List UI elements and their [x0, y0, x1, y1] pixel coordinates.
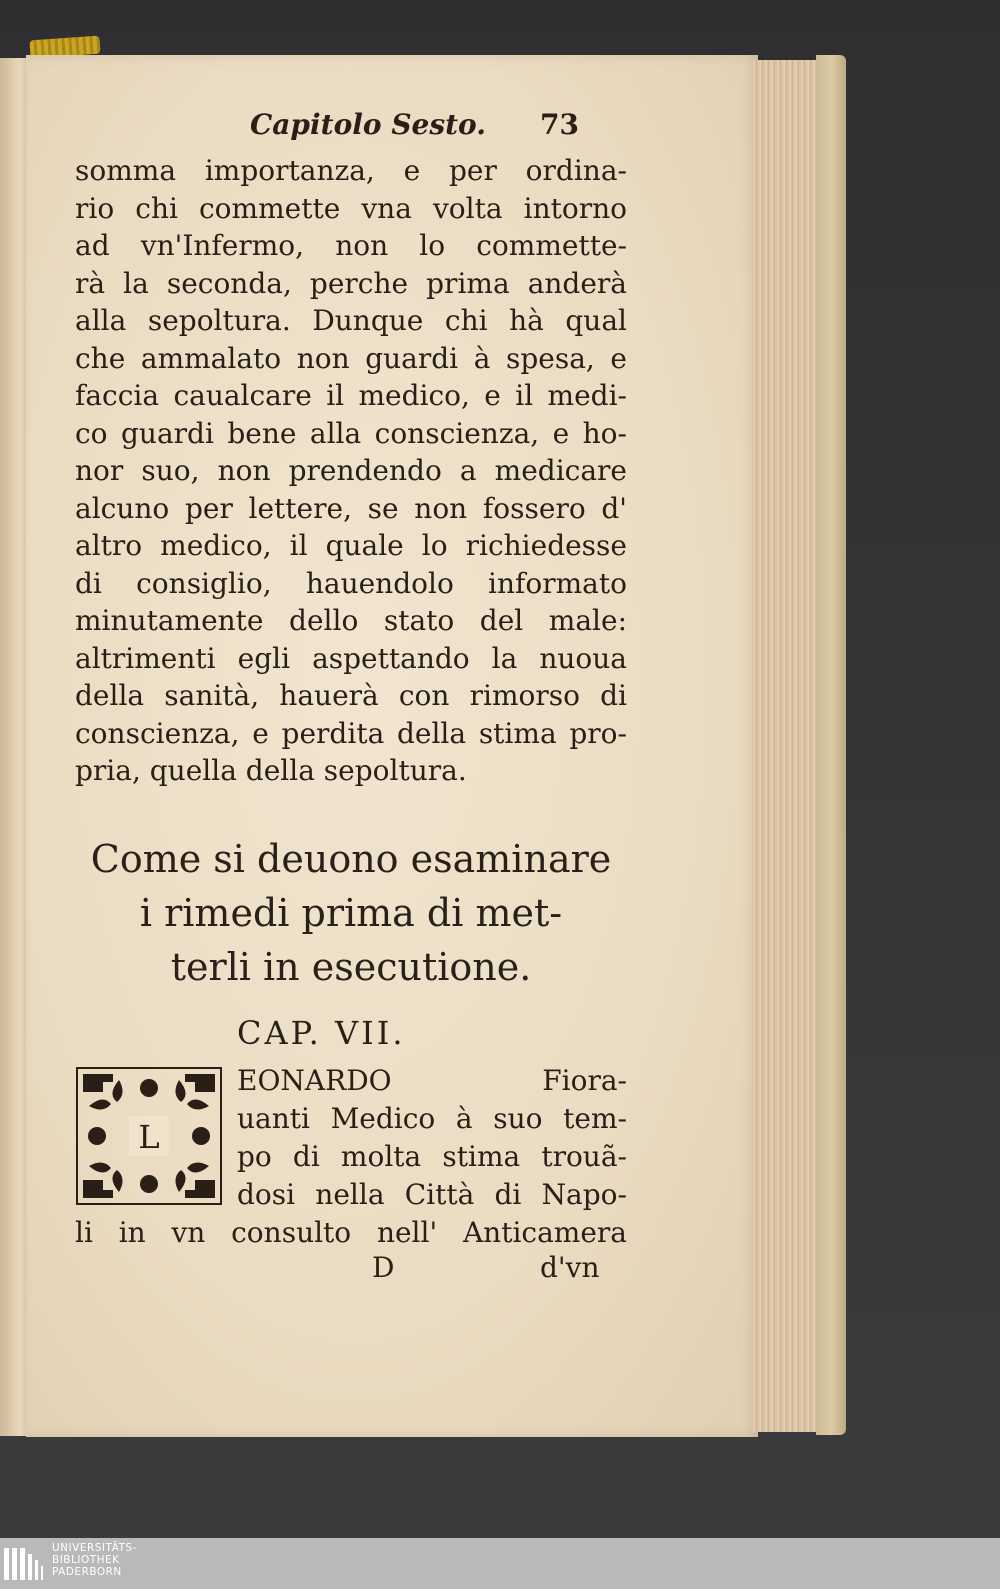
text-line: ad vn'Infermo, non lo commette-: [75, 229, 627, 262]
signature-mark: D: [372, 1251, 395, 1284]
library-footer-bar: [0, 1538, 1000, 1589]
text-line: li in vn consulto nell' Anticamera: [75, 1215, 627, 1249]
logo-line: UNIVERSITÄTS-: [52, 1542, 137, 1554]
decorated-initial: [75, 1066, 223, 1206]
text-line: pria, quella della sepoltura.: [75, 754, 467, 787]
text-line: co guardi bene alla conscienza, e ho-: [75, 416, 627, 450]
text-line: rio chi commette vna volta intorno: [75, 191, 627, 225]
text-line: altrimenti egli aspettando la nuoua: [75, 641, 627, 675]
drop-cap-lines: [237, 1062, 627, 1214]
chapter-opening: [75, 1062, 627, 1214]
body-paragraph: [75, 152, 627, 790]
text-line: altro medico, il quale lo richiedesse: [75, 529, 627, 562]
running-head: Capitolo Sesto.: [250, 108, 486, 141]
text-line: minutamente dello stato del male:: [75, 604, 627, 637]
chapter-label: CAP. VII.: [237, 1013, 406, 1052]
text-line: della sanità, hauerà con rimorso di: [75, 679, 627, 712]
text-line: EONARDO Fiora-: [237, 1063, 627, 1097]
library-logo-text: [52, 1542, 137, 1578]
logo-line: PADERBORN: [52, 1566, 122, 1578]
text-line: alcuno per lettere, se non fossero d': [75, 491, 627, 525]
text-line: faccia caualcare il medico, e il medi-: [75, 379, 627, 412]
heading-line: Come si deuono esaminare: [90, 836, 612, 881]
drop-initial-letter: L: [138, 1117, 160, 1156]
heading-line: i rimedi prima di met-: [139, 890, 563, 935]
left-page-edge: [0, 58, 29, 1436]
page-text: [75, 108, 627, 1291]
heading-line: terli in esecutione.: [170, 944, 532, 989]
text-line: che ammalato non guardi à spesa, e: [75, 341, 627, 375]
page-edges: [752, 60, 820, 1432]
page-footer-marks: [75, 1251, 627, 1291]
text-line: rà la seconda, perche prima anderà: [75, 266, 627, 300]
library-logo-icon: [2, 1544, 46, 1584]
text-line: di consiglio, hauendolo informato: [75, 566, 627, 600]
catchword: d'vn: [540, 1251, 600, 1284]
running-header: [75, 108, 627, 148]
text-line: alla sepoltura. Dunque chi hà qual: [75, 304, 627, 337]
page-number: 73: [540, 108, 579, 141]
text-line: conscienza, e perdita della stima pro-: [75, 716, 627, 750]
text-line: nor suo, non prendendo a medicare: [75, 454, 627, 487]
text-line: uanti Medico à suo tem-: [237, 1101, 627, 1135]
text-line: po di molta stima trouã-: [237, 1139, 627, 1173]
chapter-heading: [75, 832, 627, 994]
logo-line: BIBLIOTHEK: [52, 1554, 120, 1566]
text-line: somma importanza, e per ordina-: [75, 154, 627, 187]
vellum-cover-edge: [816, 55, 846, 1435]
text-line: dosi nella Città di Napo-: [237, 1177, 627, 1211]
ornament-icon: [75, 1066, 223, 1206]
